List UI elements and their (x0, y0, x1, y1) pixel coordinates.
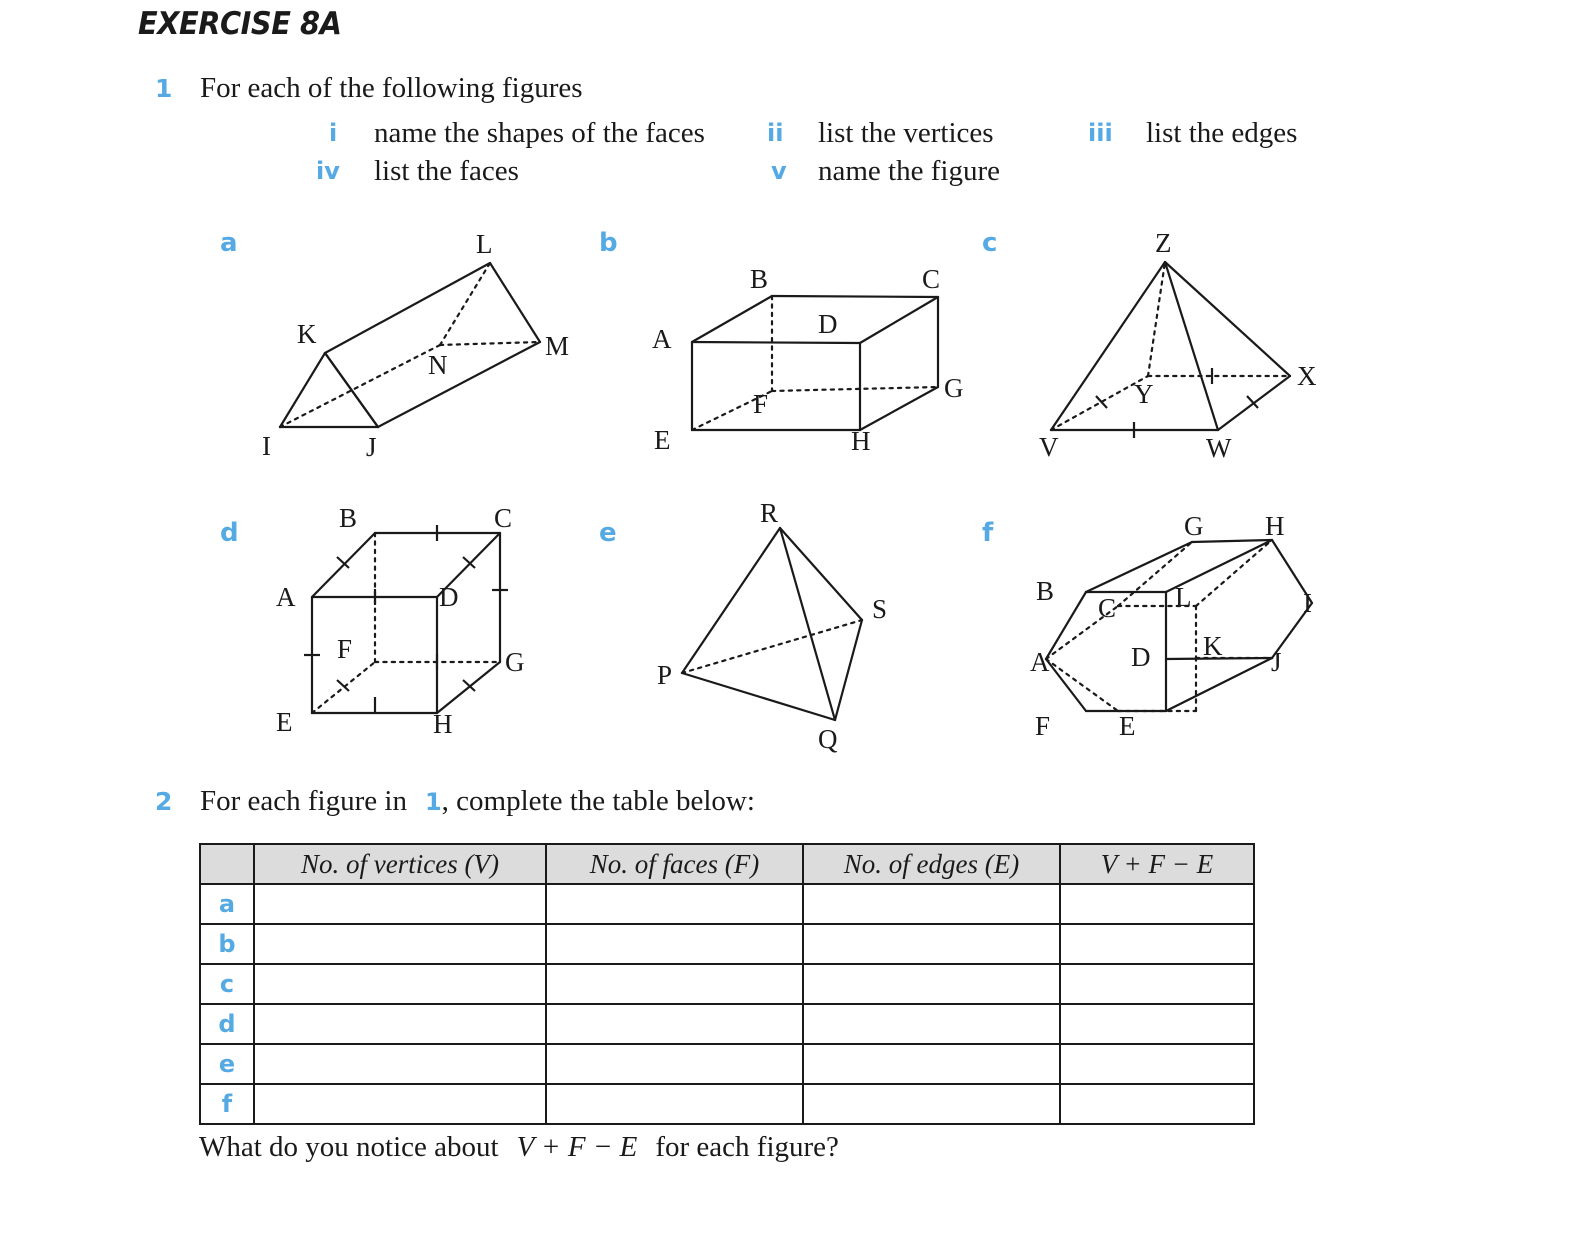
closing-after: for each figure? (655, 1131, 839, 1163)
cell-b-edges[interactable] (803, 924, 1060, 964)
vertex-label-S: S (872, 594, 888, 624)
closing-expression: V + F − E (516, 1131, 638, 1163)
vertex-label-F: F (753, 389, 769, 419)
cell-e-faces[interactable] (546, 1044, 803, 1084)
cell-f-vertices[interactable] (254, 1084, 546, 1124)
cell-b-result[interactable] (1060, 924, 1254, 964)
table-row (200, 1004, 1254, 1044)
column-header-faces: No. of faces (F) (546, 844, 803, 884)
vertex-label-B: B (1036, 576, 1055, 606)
vertex-label-D: D (439, 582, 459, 612)
cell-c-edges[interactable] (803, 964, 1060, 1004)
vertex-label-X: X (1297, 361, 1317, 391)
vertex-label-A: A (652, 324, 672, 354)
question-2-stem-before: For each figure in (200, 785, 407, 817)
vertex-label-V: V (1039, 432, 1059, 462)
euler-table (199, 843, 1255, 1125)
part-ii-roman: ii (767, 119, 784, 147)
closing-question (199, 1131, 839, 1164)
euler-table-wrapper (199, 843, 1255, 1125)
vertex-label-D: D (818, 309, 838, 339)
vertex-label-G: G (944, 373, 964, 403)
row-label-d: d (200, 1004, 254, 1044)
vertex-label-K: K (297, 319, 317, 349)
vertex-label-I: I (1303, 588, 1312, 618)
row-label-a: a (200, 884, 254, 924)
vertex-label-I: I (262, 431, 271, 461)
part-i-roman: i (329, 119, 338, 147)
vertex-label-G: G (505, 647, 525, 677)
vertex-label-F: F (337, 634, 353, 664)
figure-letter-a: a (220, 228, 238, 258)
cell-f-edges[interactable] (803, 1084, 1060, 1124)
cell-a-faces[interactable] (546, 884, 803, 924)
figure-letter-f: f (982, 518, 994, 548)
vertex-label-J: J (366, 432, 377, 462)
vertex-label-N: N (428, 350, 448, 380)
cell-a-edges[interactable] (803, 884, 1060, 924)
question-1-stem: For each of the following figures (200, 72, 583, 104)
vertex-label-Y: Y (1134, 379, 1154, 409)
cell-e-vertices[interactable] (254, 1044, 546, 1084)
cell-f-result[interactable] (1060, 1084, 1254, 1124)
cell-c-faces[interactable] (546, 964, 803, 1004)
cell-c-vertices[interactable] (254, 964, 546, 1004)
question-2-stem-after: , complete the table below: (441, 785, 755, 817)
cell-e-result[interactable] (1060, 1044, 1254, 1084)
table-row (200, 924, 1254, 964)
part-i-text: name the shapes of the faces (374, 117, 705, 149)
vertex-label-F: F (1035, 711, 1051, 741)
table-corner-cell (200, 844, 254, 884)
column-header-result: V + F − E (1060, 844, 1254, 884)
vertex-label-J: J (1271, 647, 1282, 677)
vertex-label-R: R (760, 498, 779, 528)
table-row (200, 964, 1254, 1004)
row-label-b: b (200, 924, 254, 964)
vertex-label-Q: Q (818, 724, 838, 754)
table-row (200, 1044, 1254, 1084)
part-v-roman: v (771, 157, 787, 185)
figure-letter-d: d (220, 518, 239, 548)
figure-letter-b: b (599, 228, 618, 258)
vertex-label-P: P (657, 660, 673, 690)
vertex-label-B: B (750, 264, 769, 294)
cell-f-faces[interactable] (546, 1084, 803, 1124)
vertex-label-W: W (1206, 433, 1232, 463)
vertex-label-C: C (922, 264, 941, 294)
part-v-text: name the figure (818, 155, 1000, 187)
table-row (200, 884, 1254, 924)
part-iv-text: list the faces (374, 155, 519, 187)
vertex-label-A: A (1030, 647, 1050, 677)
cell-d-edges[interactable] (803, 1004, 1060, 1044)
vertex-label-L: L (476, 229, 493, 259)
cell-d-faces[interactable] (546, 1004, 803, 1044)
vertex-label-M: M (545, 331, 570, 361)
vertex-label-L: L (1175, 582, 1192, 612)
vertex-label-D: D (1131, 642, 1151, 672)
column-header-edges: No. of edges (E) (803, 844, 1060, 884)
vertex-label-C: C (1098, 593, 1117, 623)
vertex-label-Z: Z (1155, 228, 1172, 258)
vertex-label-H: H (851, 426, 871, 456)
vertex-label-E: E (276, 707, 293, 737)
cell-d-vertices[interactable] (254, 1004, 546, 1044)
figure-letter-e: e (599, 518, 617, 548)
page-title: EXERCISE 8A (138, 6, 342, 42)
part-iii-text: list the edges (1146, 117, 1298, 149)
column-header-vertices: No. of vertices (V) (254, 844, 546, 884)
cell-d-result[interactable] (1060, 1004, 1254, 1044)
question-2-stem (200, 785, 755, 818)
table-header-row (200, 844, 1254, 884)
cell-b-faces[interactable] (546, 924, 803, 964)
vertex-label-E: E (654, 425, 671, 455)
row-label-c: c (200, 964, 254, 1004)
closing-before: What do you notice about (199, 1131, 499, 1163)
cell-a-result[interactable] (1060, 884, 1254, 924)
vertex-label-C: C (494, 503, 513, 533)
vertex-label-H: H (1265, 511, 1285, 541)
vertex-label-G: G (1184, 511, 1204, 541)
part-iii-roman: iii (1088, 119, 1113, 147)
row-label-e: e (200, 1044, 254, 1084)
row-label-f: f (200, 1084, 254, 1124)
vertex-label-H: H (433, 709, 453, 739)
vertex-label-B: B (339, 503, 358, 533)
vertex-label-A: A (276, 582, 296, 612)
question-1-number: 1 (155, 74, 173, 103)
cell-b-vertices[interactable] (254, 924, 546, 964)
part-ii-text: list the vertices (818, 117, 994, 149)
vertex-label-K: K (1203, 631, 1223, 661)
question-2-ref: 1 (424, 788, 442, 816)
figure-letter-c: c (982, 228, 998, 258)
part-iv-roman: iv (316, 157, 340, 185)
cell-a-vertices[interactable] (254, 884, 546, 924)
cell-e-edges[interactable] (803, 1044, 1060, 1084)
question-2-number: 2 (155, 787, 173, 816)
table-row (200, 1084, 1254, 1124)
cell-c-result[interactable] (1060, 964, 1254, 1004)
vertex-label-E: E (1119, 711, 1136, 741)
